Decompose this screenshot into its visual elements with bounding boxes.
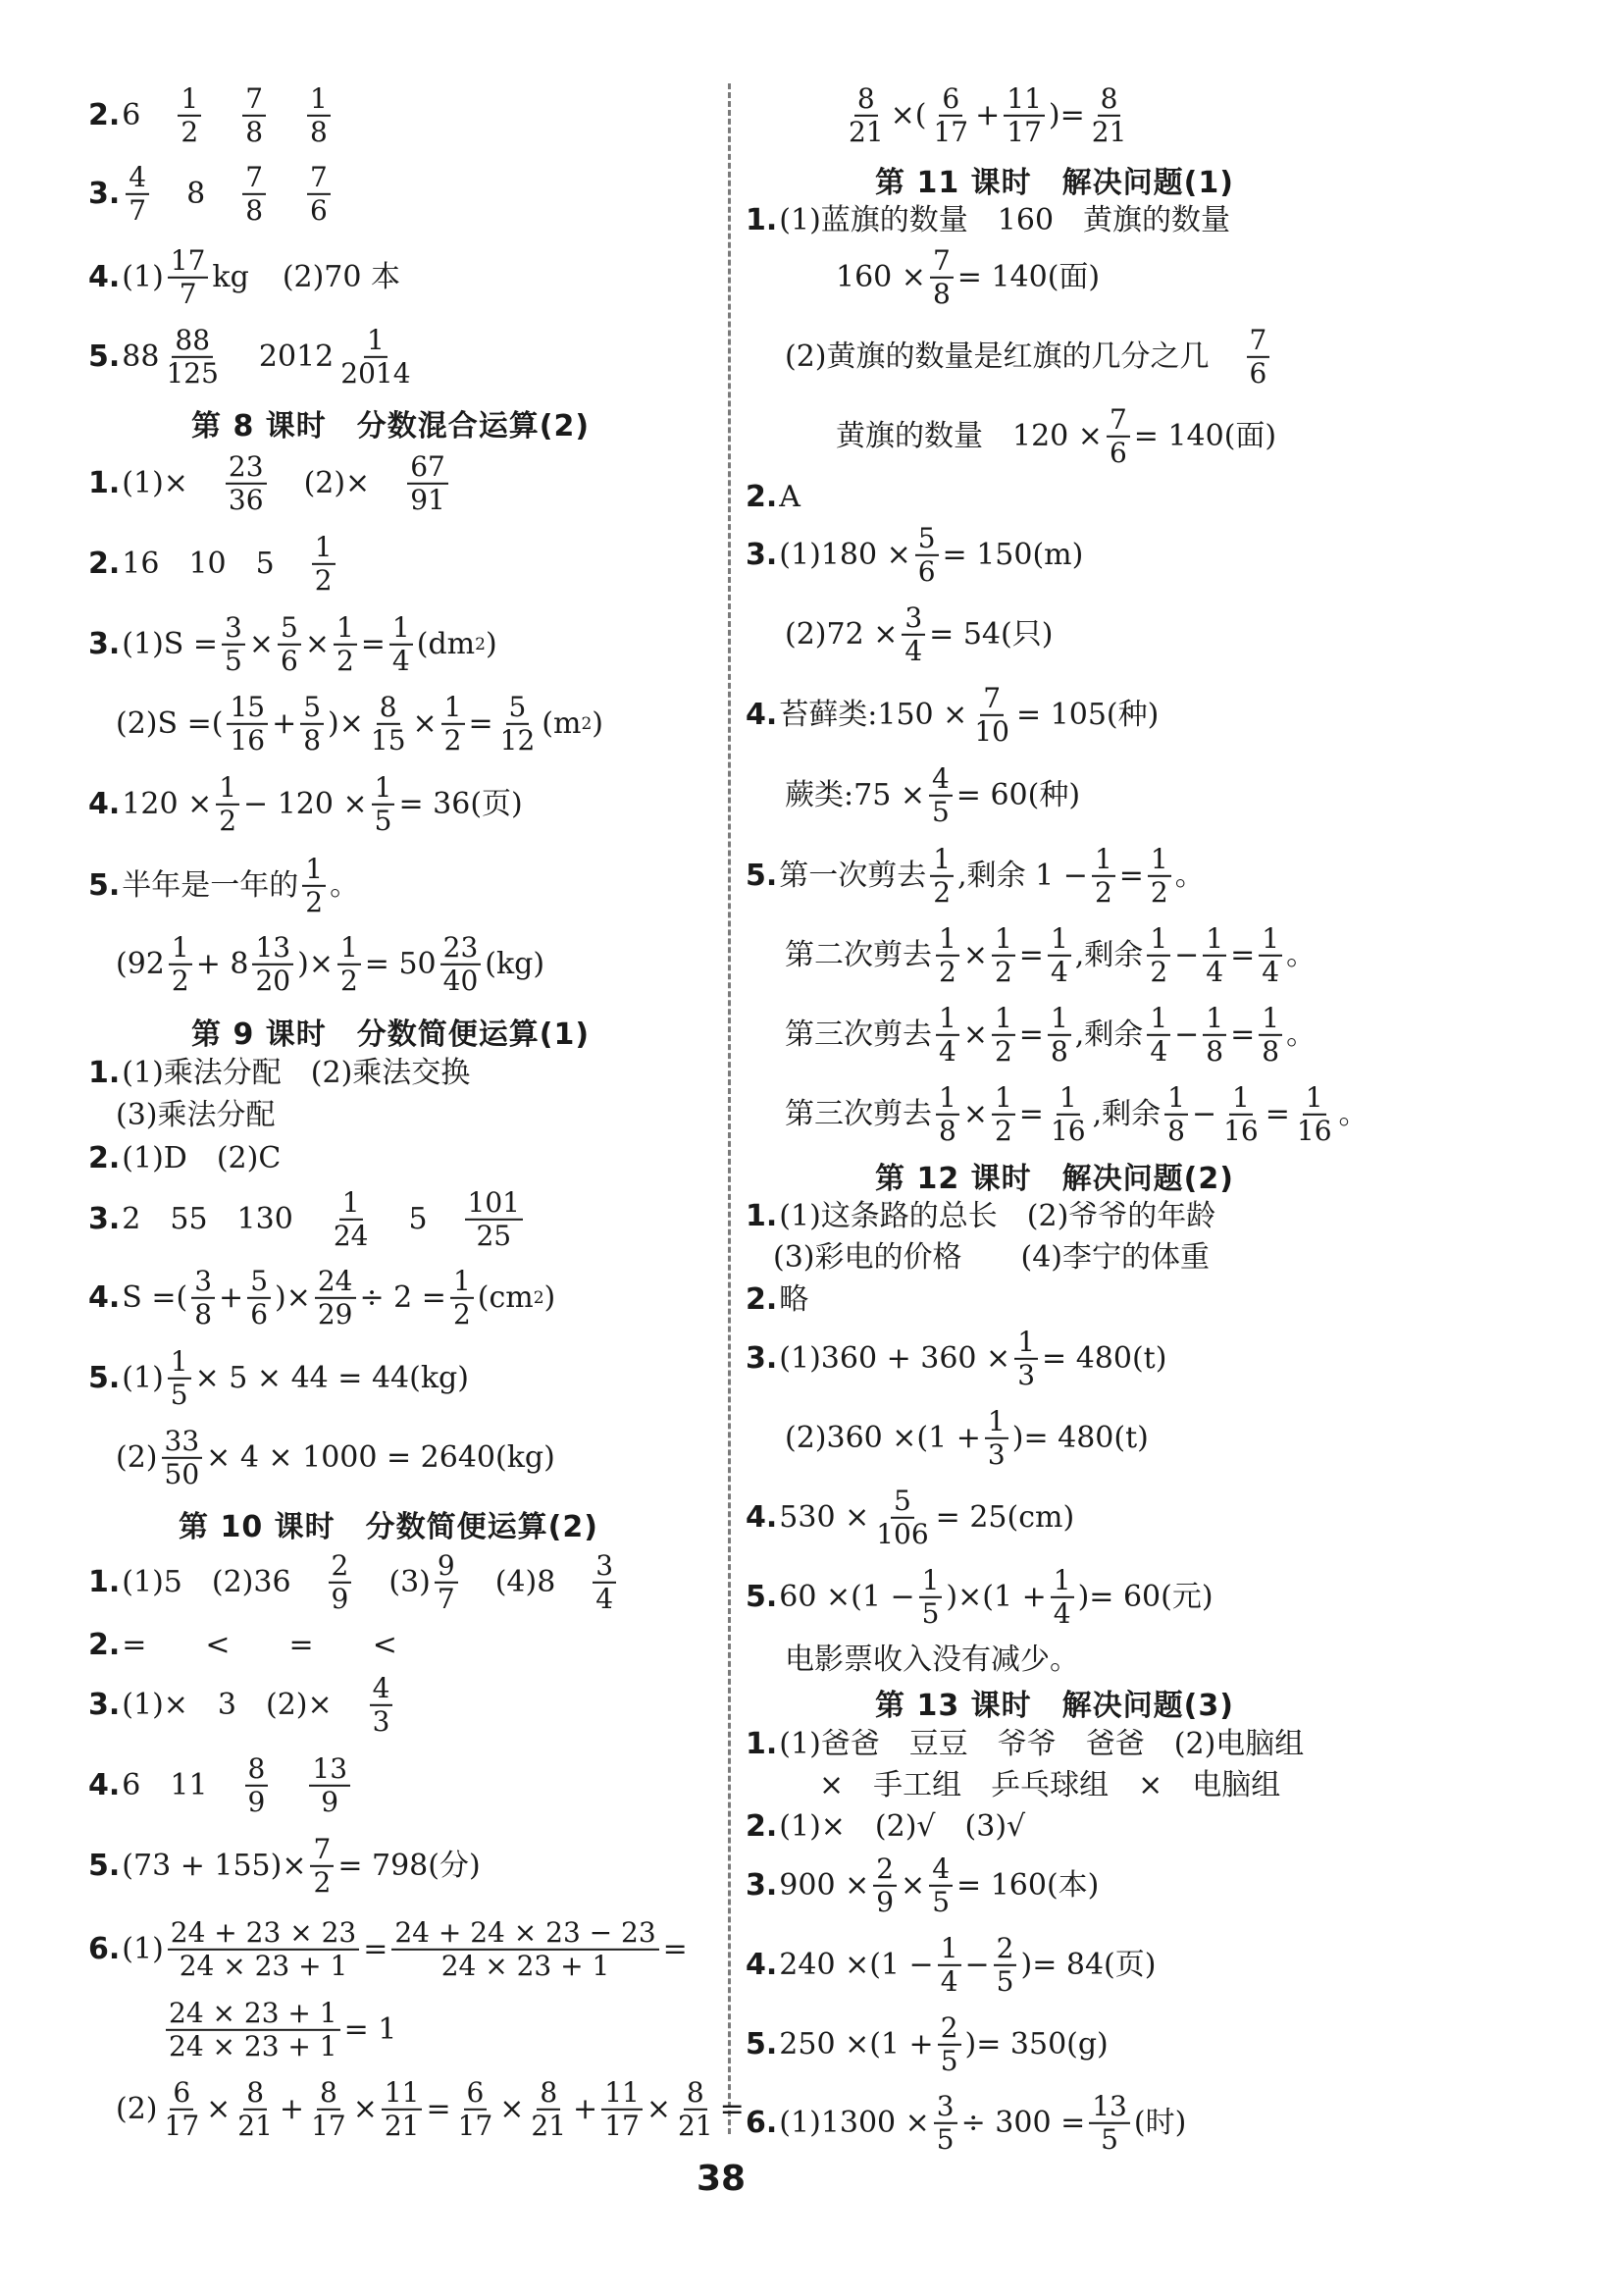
answer-line bbox=[746, 480, 800, 514]
unit-text: kg bbox=[212, 260, 249, 294]
answer-line: 第三次剪去 $\frac{1}{4}$ × $\frac{1}{2}$ = $\frac{1}{8}$ ,剩余 1 4 − $\frac{1}{8}$ = $\frac{1}{8}$ 。 bbox=[785, 1001, 1317, 1068]
fraction: $\frac{3}{5}$ bbox=[934, 2091, 957, 2156]
answer-text: (1)× (2)√ (3)√ bbox=[779, 1809, 1026, 1844]
answer-line bbox=[785, 1645, 1079, 1675]
fraction: 17 7 bbox=[168, 245, 209, 310]
fraction: $\frac{1}{3}$ bbox=[1014, 1327, 1038, 1391]
answer-text: (1)× bbox=[122, 466, 188, 500]
answer-text: 88 bbox=[122, 339, 160, 374]
question-number: 1. bbox=[746, 1199, 778, 1233]
question-number: 5. bbox=[88, 1361, 121, 1395]
question-number: 4. bbox=[746, 1948, 778, 1982]
fraction: $\frac{24}{29}$ bbox=[315, 1266, 356, 1331]
answer-line bbox=[88, 245, 400, 310]
fraction: $\frac{11}{21}$ bbox=[382, 2077, 423, 2142]
answer-text: 略 bbox=[779, 1282, 809, 1317]
fraction: $\frac{5}{6}$ bbox=[247, 1266, 271, 1331]
answer-line: 4. 苔藓类:150 × $\frac{7}{10}$ = 105(种) bbox=[746, 681, 1160, 748]
answer-line: 5. 250 ×(1 + $\frac{2}{5}$ )= 350(g) bbox=[746, 2010, 1109, 2077]
fraction: $\frac{2}{5}$ bbox=[938, 2012, 961, 2077]
answer-line: 蕨类:75 × $\frac{4}{5}$ = 60(种) bbox=[785, 761, 1081, 828]
fraction: $\frac{1}{4}$ bbox=[1048, 923, 1071, 988]
answer-text: (2)70 本 bbox=[282, 260, 401, 294]
answer-line bbox=[746, 1282, 809, 1317]
answer-line: 160 × $\frac{7}{8}$ = 140(面) bbox=[836, 243, 1101, 310]
answer-line: 3. 900 × $\frac{2}{9}$ × $\frac{4}{5}$ = 160(本) bbox=[746, 1852, 1100, 1918]
answer-line: 4. 240 ×(1 − $\frac{1}{4}$ − $\frac{2}{5}$ )= 84(页) bbox=[746, 1931, 1157, 1998]
fraction: $\frac{24 + 24 \times 23 - 23}{24 \times 23 + 1}$ bbox=[391, 1917, 658, 1982]
fraction: 1 2014 bbox=[340, 323, 411, 390]
answer-text: (2)× bbox=[303, 466, 371, 500]
answer-line bbox=[116, 1098, 276, 1132]
fraction: 8 9 bbox=[245, 1753, 269, 1818]
question-number: 2. bbox=[88, 1141, 121, 1175]
fraction: 88 125 bbox=[166, 323, 219, 390]
answer-line: 第二次剪去 $\frac{1}{2}$ × $\frac{1}{2}$ = $\frac{1}{4}$ ,剩余 1 2 − $\frac{1}{4}$ = $\frac{1}{4}$ 。 bbox=[785, 921, 1317, 988]
fraction: $\frac{6}{17}$ bbox=[164, 2075, 200, 2142]
fraction: 1 2 bbox=[169, 932, 192, 997]
fraction: $\frac{33}{50}$ bbox=[162, 1426, 203, 1490]
answer-text: (3)彩电的价格 (4)李宁的体重 bbox=[773, 1240, 1210, 1275]
answer-line: $\frac{8}{21}$ ×( 6 17 + $\frac{11}{17}$ )= $\frac{8}{21}$ bbox=[842, 83, 1133, 148]
answer-line: 3. (1)360 + 360 × $\frac{1}{3}$ = 480(t) bbox=[746, 1325, 1167, 1391]
fraction: $\frac{1}{2}$ bbox=[936, 923, 959, 988]
fraction: $\frac{1}{2}$ bbox=[992, 1082, 1015, 1147]
fraction: $\frac{8}{21}$ bbox=[677, 2075, 713, 2142]
fraction: $\frac{1}{8}$ bbox=[936, 1082, 959, 1147]
fraction: $\frac{1}{2}$ bbox=[216, 772, 239, 837]
answer-line bbox=[773, 1240, 1210, 1275]
left-column bbox=[88, 0, 745, 2296]
question-number: 3. bbox=[88, 627, 121, 661]
column-divider bbox=[728, 83, 731, 2134]
answer-line: 5. (1) $\frac{1}{5}$ × 5 × 44 = 44(kg) bbox=[88, 1344, 469, 1411]
answer-line: (2)S =( 15 16 + $\frac{5}{8}$ )× $\frac{8}{15}$ × $\frac{1}{2}$ = $\frac{5}{12}$ (m 2 ) bbox=[116, 690, 603, 757]
fraction: $\frac{1}{16}$ bbox=[1223, 1080, 1259, 1147]
page-number: 38 bbox=[696, 2159, 747, 2199]
answer-text: (1)乘法分配 (2)乘法交换 bbox=[122, 1056, 471, 1090]
question-number: 6. bbox=[746, 2106, 778, 2140]
fraction: $\frac{13}{5}$ bbox=[1089, 2091, 1130, 2156]
fraction: $\frac{1}{5}$ bbox=[168, 1346, 191, 1411]
section-heading: 第 10 课时 分数简便运算(2) bbox=[179, 1510, 598, 1544]
answer-text: = < = < bbox=[122, 1628, 397, 1662]
fraction: 6 17 bbox=[933, 81, 969, 148]
fraction: $\frac{3}{5}$ bbox=[222, 612, 245, 677]
question-number: 4. bbox=[88, 787, 121, 821]
fraction: $\frac{1}{8}$ bbox=[1203, 1003, 1226, 1068]
answer-line: 4. S =( 3 8 + $\frac{5}{6}$ )× $\frac{24}{29}$ ÷ 2 = $\frac{1}{2}$ (cm 2 ) bbox=[88, 1264, 556, 1331]
question-number: 2. bbox=[88, 547, 121, 581]
fraction: $\frac{1}{4}$ bbox=[936, 1003, 959, 1068]
fraction: $\frac{1}{2}$ bbox=[334, 612, 357, 677]
question-number: 1. bbox=[88, 1565, 121, 1599]
fraction: $\frac{1}{5}$ bbox=[372, 772, 395, 837]
fraction: $\frac{7}{10}$ bbox=[974, 681, 1009, 748]
answer-text: (1)D (2)C bbox=[122, 1141, 282, 1175]
question-number: 1. bbox=[88, 1056, 121, 1090]
question-number: 3. bbox=[746, 1341, 778, 1376]
answer-text: (1)爸爸 豆豆 爷爷 爸爸 (2)电脑组 bbox=[779, 1727, 1305, 1761]
question-number: 5. bbox=[746, 1580, 778, 1614]
question-number: 2. bbox=[746, 1809, 778, 1844]
answer-text: × 手工组 乒乓球组 × 电脑组 bbox=[819, 1768, 1281, 1802]
answer-line bbox=[88, 1141, 282, 1175]
answer-line bbox=[88, 532, 339, 597]
question-number: 2. bbox=[746, 1282, 778, 1317]
answer-text: (1)蓝旗的数量 160 黄旗的数量 bbox=[779, 203, 1231, 237]
answer-line: 4. 6 11 8 9 13 9 bbox=[88, 1753, 354, 1818]
fraction: $\frac{8}{21}$ bbox=[849, 81, 884, 148]
answer-line: (2)黄旗的数量是红旗的几分之几 7 6 bbox=[785, 325, 1273, 390]
fraction: $\frac{11}{17}$ bbox=[1004, 83, 1045, 148]
answer-line: (2)360 ×(1 + $\frac{1}{3}$ )= 480(t) bbox=[785, 1404, 1149, 1471]
fraction: $\frac{1}{4}$ bbox=[1203, 923, 1226, 988]
fraction: 2 9 bbox=[329, 1550, 352, 1615]
fraction: $\frac{7}{2}$ bbox=[310, 1834, 334, 1899]
answer-text: (3)乘法分配 bbox=[116, 1098, 276, 1132]
fraction: $\frac{1}{16}$ bbox=[1050, 1080, 1086, 1147]
answer-line: 3. (1)S = $\frac{3}{5}$ × $\frac{5}{6}$ × $\frac{1}{2}$ = $\frac{1}{4}$ (dm 2 ) bbox=[88, 610, 497, 677]
fraction: $\frac{7}{8}$ bbox=[930, 245, 954, 310]
fraction: $\frac{2}{9}$ bbox=[873, 1853, 897, 1918]
fraction: $\frac{8}{17}$ bbox=[311, 2075, 346, 2142]
fraction: $\frac{5}{6}$ bbox=[278, 612, 301, 677]
fraction: 1 2 bbox=[302, 854, 326, 918]
question-number: 4. bbox=[88, 260, 121, 294]
answer-line bbox=[88, 451, 452, 516]
answer-line: 黄旗的数量 120 × $\frac{7}{6}$ = 140(面) bbox=[836, 402, 1277, 469]
fraction: $\frac{4}{5}$ bbox=[929, 1853, 953, 1918]
section-heading: 第 13 课时 解决问题(3) bbox=[875, 1689, 1234, 1723]
question-number: 2. bbox=[746, 480, 778, 514]
fraction: $\frac{8}{21}$ bbox=[531, 2075, 567, 2142]
answer-text: 电影票收入没有减少。 bbox=[785, 1643, 1079, 1677]
fraction: 1 8 bbox=[1164, 1082, 1188, 1147]
question-number: 4. bbox=[746, 698, 778, 732]
fraction: $\frac{6}{17}$ bbox=[457, 2075, 493, 2142]
answer-line bbox=[88, 325, 418, 390]
fraction: 7 6 bbox=[307, 162, 331, 227]
question-number: 1. bbox=[88, 466, 121, 500]
answer-text: (1) bbox=[122, 260, 164, 294]
question-number: 6. bbox=[88, 1932, 121, 1966]
question-number: 3. bbox=[88, 177, 121, 211]
fraction: $\frac{7}{6}$ bbox=[1107, 404, 1130, 469]
fraction: $\frac{24 \times 23 + 1}{24 \times 23 + 1}$ bbox=[166, 1998, 340, 2062]
fraction: $\frac{1}{8}$ bbox=[1259, 1003, 1282, 1068]
fraction: 1 2 bbox=[930, 844, 954, 909]
fraction: $\frac{1}{2}$ bbox=[1148, 844, 1171, 909]
fraction: 3 4 bbox=[593, 1550, 616, 1615]
answer-line: 5. 第一次剪去 1 2 ,剩余 1 − $\frac{1}{2}$ = $\frac{1}{2}$ 。 bbox=[746, 842, 1205, 909]
answer-line bbox=[746, 1199, 1216, 1233]
fraction: 7 8 bbox=[242, 83, 266, 148]
question-number: 4. bbox=[746, 1500, 778, 1535]
fraction: $\frac{1}{2}$ bbox=[992, 1003, 1015, 1068]
section-heading: 第 12 课时 解决问题(2) bbox=[875, 1162, 1234, 1196]
fraction: $\frac{1}{2}$ bbox=[450, 1266, 474, 1331]
answer-line: 5. 60 ×(1 − $\frac{1}{5}$ )×(1 + $\frac{1}{4}$ )= 60(元) bbox=[746, 1563, 1214, 1630]
fraction: $\frac{8}{21}$ bbox=[1091, 81, 1127, 148]
answer-line: $\frac{24 \times 23 + 1}{24 \times 23 + 1}$ = 1 bbox=[162, 1998, 396, 2062]
answer-line: 3. 2 55 130 1 24 5 101 25 bbox=[88, 1187, 527, 1252]
fraction: $\frac{4}{5}$ bbox=[929, 763, 953, 828]
fraction: $\frac{8}{15}$ bbox=[370, 690, 406, 757]
answer-line: (2) $\frac{33}{50}$ × 4 × 1000 = 2640(kg) bbox=[116, 1424, 555, 1490]
answer-line: 5. 半年是一年的 1 2 。 bbox=[88, 852, 360, 918]
question-number: 5. bbox=[746, 2027, 778, 2061]
fraction: $\frac{1}{5}$ bbox=[919, 1565, 943, 1630]
answer-line bbox=[746, 203, 1231, 237]
answer-text: 6 bbox=[122, 98, 141, 132]
answer-line: 3. (1)× 3 (2)× 4 3 bbox=[88, 1673, 396, 1738]
fraction: 4 7 bbox=[126, 162, 149, 227]
answer-line: 6. (1)1300 × $\frac{3}{5}$ ÷ 300 = $\frac{13}{5}$ (时) bbox=[746, 2089, 1187, 2156]
section-heading: 第 8 课时 分数混合运算(2) bbox=[191, 409, 591, 444]
fraction: $\frac{5}{6}$ bbox=[915, 523, 939, 588]
question-number: 3. bbox=[746, 1868, 778, 1903]
fraction: $\frac{1}{2}$ bbox=[337, 932, 361, 997]
answer-line: 4. 120 × $\frac{1}{2}$ − 120 × $\frac{1}{5}$ = 36(页) bbox=[88, 770, 523, 837]
fraction: 1 2 bbox=[1147, 923, 1170, 988]
question-number: 5. bbox=[88, 1849, 121, 1883]
fraction: 13 20 bbox=[252, 932, 293, 997]
answer-line: (92 1 2 + 8 13 20 )× $\frac{1}{2}$ = 50 23 40 (kg) bbox=[116, 930, 545, 997]
fraction: 1 4 bbox=[1147, 1003, 1170, 1068]
question-number: 3. bbox=[88, 1688, 121, 1722]
fraction: $\frac{1}{2}$ bbox=[441, 692, 465, 757]
fraction: $\frac{1}{2}$ bbox=[992, 923, 1015, 988]
fraction: 13 9 bbox=[309, 1753, 350, 1818]
question-number: 1. bbox=[746, 1727, 778, 1761]
fraction: 1 8 bbox=[307, 83, 331, 148]
fraction: $\frac{5}{12}$ bbox=[499, 690, 536, 757]
fraction: 101 25 bbox=[465, 1187, 523, 1252]
fraction: 23 40 bbox=[440, 932, 482, 997]
fraction: 1 24 bbox=[333, 1185, 369, 1252]
right-column bbox=[746, 0, 1452, 2296]
fraction: $\frac{3}{4}$ bbox=[902, 602, 925, 667]
answer-line: 3. (1)180 × $\frac{5}{6}$ = 150(m) bbox=[746, 521, 1084, 588]
section-heading: 第 9 课时 分数简便运算(1) bbox=[191, 1018, 591, 1052]
question-number: 3. bbox=[746, 538, 778, 572]
fraction: $\frac{1}{3}$ bbox=[985, 1406, 1008, 1471]
question-number: 5. bbox=[88, 868, 121, 903]
answer-text: 2012 bbox=[258, 339, 335, 374]
answer-text: (1)这条路的总长 (2)爷爷的年龄 bbox=[779, 1199, 1216, 1233]
fraction: $\frac{1}{8}$ bbox=[1048, 1003, 1071, 1068]
answer-text: 8 bbox=[186, 177, 206, 211]
fraction: 3 8 bbox=[191, 1266, 215, 1331]
fraction: $\frac{8}{21}$ bbox=[237, 2075, 273, 2142]
fraction: $\frac{2}{5}$ bbox=[994, 1933, 1017, 1998]
fraction: 23 36 bbox=[226, 451, 267, 516]
answer-text: A bbox=[779, 480, 800, 514]
question-number: 4. bbox=[88, 1768, 121, 1802]
fraction: 15 16 bbox=[227, 692, 268, 757]
fraction: 7 6 bbox=[1247, 325, 1270, 390]
fraction: $\frac{5}{8}$ bbox=[300, 692, 324, 757]
answer-line bbox=[746, 1809, 1026, 1844]
answer-line bbox=[88, 1056, 471, 1090]
answer-line: 4. 530 × $\frac{5}{106}$ = 25(cm) bbox=[746, 1484, 1075, 1550]
fraction: 1 2 bbox=[178, 83, 201, 148]
fraction: $\frac{1}{4}$ bbox=[1259, 923, 1282, 988]
question-number: 5. bbox=[88, 339, 121, 374]
fraction: $\frac{24 + 23 \times 23}{24 \times 23 + 1}$ bbox=[168, 1917, 359, 1982]
question-number: 5. bbox=[746, 859, 778, 893]
fraction: $\frac{11}{17}$ bbox=[601, 2077, 643, 2142]
question-number: 4. bbox=[88, 1280, 121, 1315]
answer-line bbox=[819, 1768, 1281, 1802]
answer-line: (2) $\frac{6}{17}$ × $\frac{8}{21}$ + $\frac{8}{17}$ × $\frac{11}{21}$ = $\frac{6}{17}$ × $\frac{8}{21}$ + $\frac{11}{17}$ × $\frac{8}{21}$ = bbox=[116, 2075, 745, 2142]
answer-line: 第三次剪去 $\frac{1}{8}$ × $\frac{1}{2}$ = $\frac{1}{16}$ ,剩余 1 8 − $\frac{1}{16}$ = $\frac{1}{16}$ 。 bbox=[785, 1080, 1369, 1147]
fraction: $\frac{1}{4}$ bbox=[938, 1933, 961, 1998]
answer-line: (2)72 × $\frac{3}{4}$ = 54(只) bbox=[785, 600, 1054, 667]
question-number: 3. bbox=[88, 1202, 121, 1236]
question-number: 1. bbox=[746, 203, 778, 237]
fraction: 1 2 bbox=[312, 532, 336, 597]
answer-line bbox=[88, 162, 335, 227]
fraction: $\frac{1}{4}$ bbox=[389, 612, 413, 677]
fraction: 9 7 bbox=[435, 1550, 458, 1615]
fraction: 4 3 bbox=[370, 1673, 393, 1738]
answer-line: 6. (1) $\frac{24 + 23 \times 23}{24 \times 23 + 1}$ = $\frac{24 + 24 \times 23 - 23}{24 \times 23 + 1}$ = bbox=[88, 1915, 688, 1982]
fraction: $\frac{1}{16}$ bbox=[1296, 1080, 1332, 1147]
answer-line bbox=[88, 83, 335, 148]
answer-line bbox=[88, 1628, 397, 1662]
fraction: 67 91 bbox=[407, 451, 448, 516]
section-heading: 第 11 课时 解决问题(1) bbox=[875, 166, 1234, 200]
fraction: $\frac{1}{2}$ bbox=[1092, 844, 1115, 909]
answer-text: 16 10 5 bbox=[122, 547, 275, 581]
fraction: $\frac{5}{106}$ bbox=[876, 1484, 929, 1550]
answer-line: 5. (73 + 155)× $\frac{7}{2}$ = 798(分) bbox=[88, 1832, 481, 1899]
fraction: $\frac{1}{4}$ bbox=[1051, 1565, 1074, 1630]
answer-line bbox=[746, 1727, 1305, 1761]
question-number: 2. bbox=[88, 98, 121, 132]
fraction: 7 8 bbox=[242, 162, 266, 227]
answer-line: 1. (1)5 (2)36 2 9 (3) 9 7 (4)8 3 4 bbox=[88, 1550, 620, 1615]
question-number: 2. bbox=[88, 1628, 121, 1662]
